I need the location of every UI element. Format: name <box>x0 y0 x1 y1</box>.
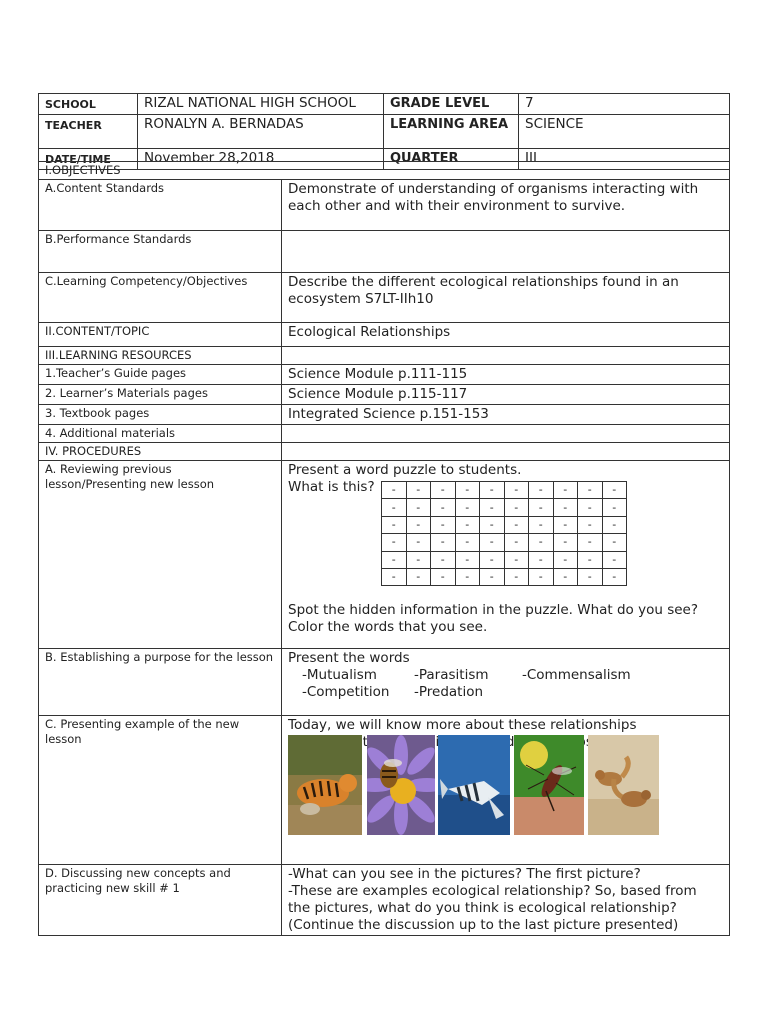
tiger-picture <box>288 735 362 835</box>
puzzle-cell: - <box>382 534 407 551</box>
learning-area-value: SCIENCE <box>519 115 730 149</box>
puzzle-cell: - <box>602 568 627 585</box>
school-value: RIZAL NATIONAL HIGH SCHOOL <box>138 94 384 115</box>
learning-area-label: LEARNING AREA <box>384 115 519 149</box>
puzzle-cell: - <box>553 482 578 499</box>
puzzle-cell: - <box>406 551 431 568</box>
word-parasitism: -Parasitism <box>414 667 489 683</box>
puzzle-cell: - <box>382 499 407 516</box>
competency-value: Describe the different ecological relationships found in an ecosystem S7LT-IIh10 <box>282 273 730 323</box>
procedure-d-content <box>282 865 730 936</box>
procedure-b-line1: Present the words <box>288 650 410 666</box>
puzzle-cell: - <box>431 499 456 516</box>
puzzle-cell: - <box>553 568 578 585</box>
puzzle-cell: - <box>406 482 431 499</box>
puzzle-cell: - <box>602 499 627 516</box>
word-list-row2 <box>302 684 723 701</box>
puzzle-cell: - <box>504 568 529 585</box>
content-standards-value: Demonstrate of understanding of organisms interacting with each other and with their environment to survive. <box>282 180 730 231</box>
teachers-guide-value: Science Module p.111-115 <box>282 365 730 385</box>
puzzle-cell: - <box>529 516 554 533</box>
procedure-c-label: C. Presenting example of the new lesson <box>39 716 282 865</box>
puzzle-cell: - <box>602 534 627 551</box>
puzzle-cell: - <box>602 482 627 499</box>
procedure-d-line3: (Continue the discussion up to the last picture presented) <box>288 917 679 933</box>
puzzle-cell: - <box>406 499 431 516</box>
textbook-label: 3. Textbook pages <box>39 405 282 425</box>
puzzle-cell: - <box>529 482 554 499</box>
word-mutualism: -Mutualism <box>302 667 377 683</box>
puzzle-cell: - <box>382 482 407 499</box>
puzzle-cell: - <box>529 534 554 551</box>
content-topic-value: Ecological Relationships <box>282 323 730 347</box>
procedure-a-line2: What is this? <box>288 479 375 495</box>
teachers-guide-label: 1.Teacher’s Guide pages <box>39 365 282 385</box>
additional-materials-label: 4. Additional materials <box>39 425 282 443</box>
puzzle-cell: - <box>578 499 603 516</box>
puzzle-cell: - <box>382 568 407 585</box>
puzzle-cell: - <box>504 482 529 499</box>
puzzle-cell: - <box>578 516 603 533</box>
quarter-label: QUARTER <box>384 149 519 170</box>
puzzle-row <box>382 516 627 533</box>
puzzle-row <box>382 534 627 551</box>
school-label: SCHOOL <box>39 94 138 115</box>
word-predation: -Predation <box>414 684 484 700</box>
procedure-a-line4: Color the words that you see. <box>288 619 488 635</box>
puzzle-cell: - <box>480 534 505 551</box>
puzzle-row <box>382 499 627 516</box>
puzzle-cell: - <box>578 568 603 585</box>
procedure-b-label: B. Establishing a purpose for the lesson <box>39 649 282 716</box>
puzzle-cell: - <box>455 534 480 551</box>
puzzle-cell: - <box>406 516 431 533</box>
puzzle-cell: - <box>504 551 529 568</box>
objectives-heading: I.OBJECTIVES <box>39 162 730 180</box>
teacher-value: RONALYN A. BERNADAS <box>138 115 384 149</box>
puzzle-cell: - <box>431 516 456 533</box>
learners-materials-value: Science Module p.115-117 <box>282 385 730 405</box>
puzzle-cell: - <box>406 568 431 585</box>
puzzle-cell: - <box>480 499 505 516</box>
puzzle-cell: - <box>382 551 407 568</box>
date-value: November 28,2018 <box>138 149 384 170</box>
procedure-c-line1: Today, we will know more about these relationships <box>288 717 637 733</box>
puzzle-cell: - <box>382 516 407 533</box>
puzzle-cell: - <box>529 499 554 516</box>
puzzle-cell: - <box>431 482 456 499</box>
procedure-a-line1: Present a word puzzle to students. <box>288 462 522 478</box>
additional-materials-value <box>282 425 730 443</box>
puzzle-cell: - <box>578 551 603 568</box>
puzzle-cell: - <box>504 516 529 533</box>
puzzle-cell: - <box>602 516 627 533</box>
puzzle-cell: - <box>455 499 480 516</box>
date-label: DATE/TIME <box>39 149 138 170</box>
mosquito-picture <box>514 735 584 835</box>
puzzle-cell: - <box>455 516 480 533</box>
puzzle-cell: - <box>455 551 480 568</box>
procedure-a-label: A. Reviewing previous lesson/Presenting new lesson <box>39 461 282 649</box>
puzzle-cell: - <box>480 482 505 499</box>
procedure-a-line3: Spot the hidden information in the puzzle. What do you see? <box>288 602 699 618</box>
puzzle-row <box>382 551 627 568</box>
puzzle-cell: - <box>553 516 578 533</box>
textbook-value: Integrated Science p.151-153 <box>282 405 730 425</box>
puzzle-cell: - <box>480 568 505 585</box>
puzzle-row <box>382 482 627 499</box>
puzzle-row <box>382 568 627 585</box>
performance-standards-label: B.Performance Standards <box>39 231 282 273</box>
resources-heading: III.LEARNING RESOURCES <box>39 347 282 365</box>
procedure-d-line2: -These are examples ecological relationship? So, based from the pictures, what do you think is ecological relationship? <box>288 883 697 916</box>
puzzle-cell: - <box>529 568 554 585</box>
word-commensalism: -Commensalism <box>522 667 631 683</box>
teacher-label: TEACHER <box>39 115 138 149</box>
procedure-d-line1: -What can you see in the pictures? The first picture? <box>288 866 641 882</box>
puzzle-cell: - <box>406 534 431 551</box>
grade-label: GRADE LEVEL <box>384 94 519 115</box>
puzzle-cell: - <box>480 551 505 568</box>
learners-materials-label: 2. Learner’s Materials pages <box>39 385 282 405</box>
puzzle-cell: - <box>529 551 554 568</box>
bee-flower-picture <box>367 735 435 835</box>
procedure-d-label: D. Discussing new concepts and practicing new skill # 1 <box>39 865 282 936</box>
puzzle-cell: - <box>553 499 578 516</box>
content-standards-label: A.Content Standards <box>39 180 282 231</box>
puzzle-cell: - <box>431 568 456 585</box>
word-puzzle-grid <box>381 481 627 586</box>
puzzle-cell: - <box>431 534 456 551</box>
quarter-value: III <box>519 149 730 170</box>
content-topic-label: II.CONTENT/TOPIC <box>39 323 282 347</box>
puzzle-cell: - <box>455 568 480 585</box>
fish-picture <box>438 735 510 835</box>
squirrels-picture <box>588 735 659 835</box>
header-table <box>38 93 730 170</box>
puzzle-cell: - <box>553 534 578 551</box>
word-list-row1 <box>302 667 723 684</box>
procedures-heading: IV. PROCEDURES <box>39 443 282 461</box>
word-competition: -Competition <box>302 684 390 700</box>
procedure-b-content <box>282 649 730 716</box>
puzzle-cell: - <box>455 482 480 499</box>
puzzle-cell: - <box>602 551 627 568</box>
performance-standards-value <box>282 231 730 273</box>
puzzle-cell: - <box>504 499 529 516</box>
puzzle-cell: - <box>578 534 603 551</box>
competency-label: C.Learning Competency/Objectives <box>39 273 282 323</box>
puzzle-cell: - <box>431 551 456 568</box>
grade-value: 7 <box>519 94 730 115</box>
puzzle-cell: - <box>480 516 505 533</box>
puzzle-cell: - <box>553 551 578 568</box>
puzzle-cell: - <box>578 482 603 499</box>
puzzle-cell: - <box>504 534 529 551</box>
